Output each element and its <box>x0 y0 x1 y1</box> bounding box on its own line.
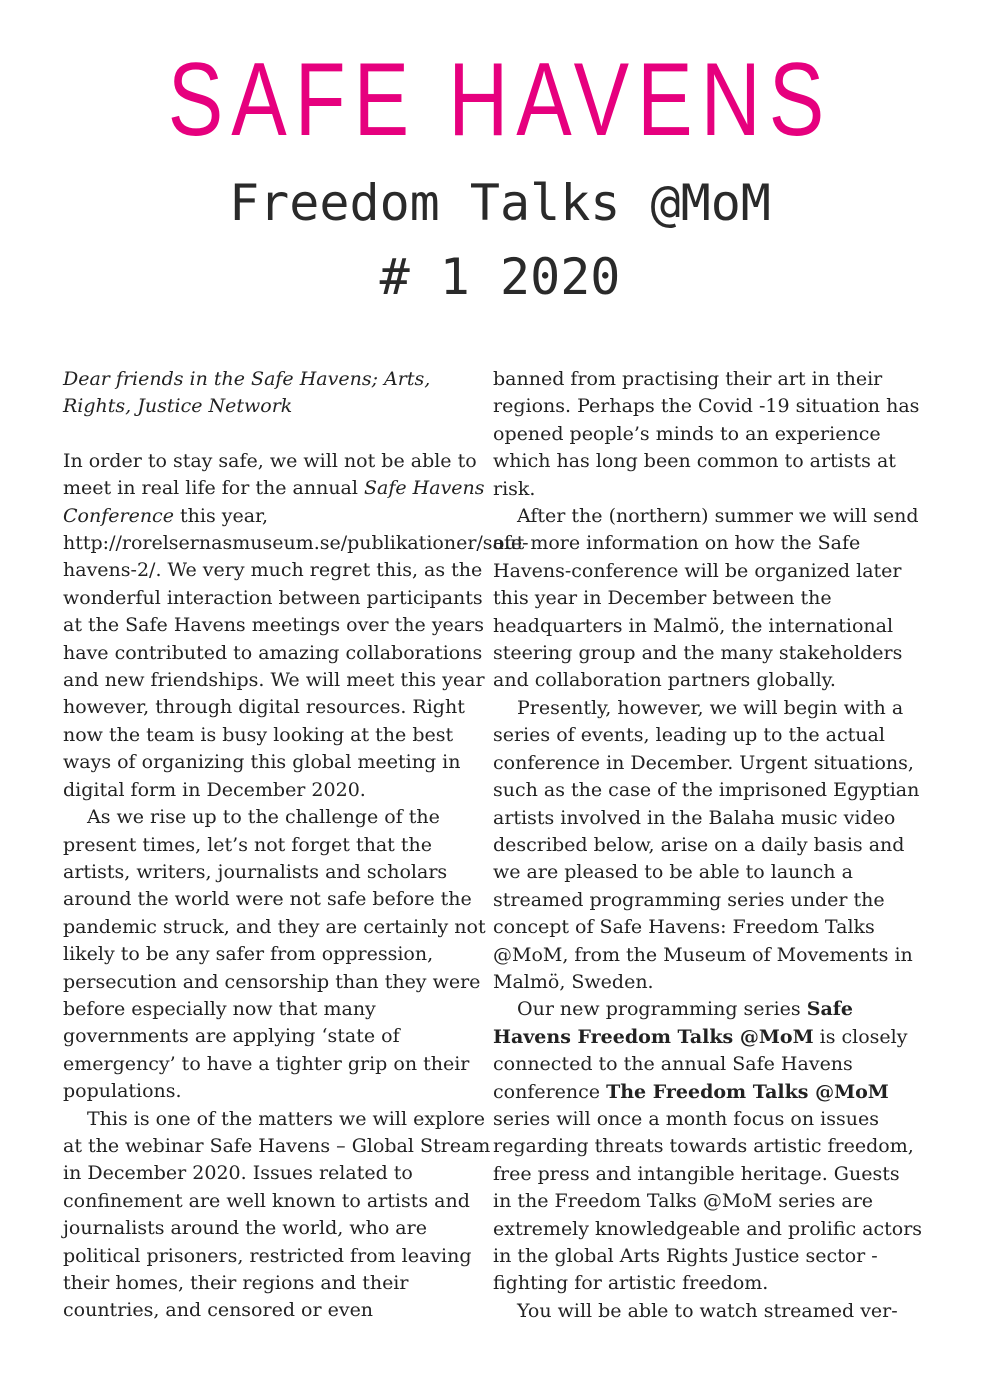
text-run: this year, http://rorelsernasmuseum.se/publikationer/safe-havens-2/. We very much regret this, as the wonderful interaction between participants at the Safe Havens meetings over the years have contributed to amazing collaborations and new friendships. We will meet this year however, through digital resources. Right now the team is busy looking at the best ways of organizing this global meeting in digital form in December 2020. <box>63 504 529 801</box>
left-column <box>63 366 529 1325</box>
masthead <box>0 40 1000 314</box>
salutation: Dear friends in the Safe Havens; Arts, Rights, Justice Network <box>63 368 431 418</box>
conference-name: Safe Havens Conference <box>63 477 485 527</box>
series-name: The Freedom Talks @MoM <box>606 1080 889 1103</box>
paragraph: As we rise up to the challenge of the present times, let’s not forget that the artists, writers, journalists and scholars around the world were not safe before the pandemic struck, and they are certainly not likely to be any safer from oppression, persecution and censorship than they were before especially now that many governments are applying ‘state of emergency’ to have a tighter grip on their populations. <box>63 806 486 1103</box>
right-column <box>493 366 923 1325</box>
text-run: series will once a month focus on issues regarding threats towards artistic freedom, free press and intangible heritage. Guests in the Freedom Talks @MoM series are extremely knowledgeable and prolific actors in the global Arts Rights Justice sector - fighting for artistic freedom. <box>493 1107 923 1295</box>
text-run: Our new programming series <box>517 998 807 1021</box>
paragraph: Presently, however, we will begin with a series of events, leading up to the actual conference in December. Urgent situations, such as the case of the imprisoned Egyptian artists involved in the Balaha music video described below, arise on a daily basis and we are pleased to be able to launch a streamed programming series under the concept of Safe Havens: Freedom Talks @MoM, from the Museum of Movements in Malmö, Sweden. <box>493 696 920 993</box>
text-run: is closely connected to the annual Safe Havens conference <box>493 1025 908 1103</box>
paragraph: banned from practising their art in their regions. Perhaps the Covid -19 situation has opened people’s minds to an experience which has long been common to artists at risk. <box>493 368 920 500</box>
paragraph: You will be able to watch streamed ver- <box>517 1299 898 1322</box>
paragraph <box>63 448 529 804</box>
issue-number: # 1 2020 <box>379 248 621 306</box>
paragraph <box>493 996 923 1297</box>
brand-title: SAFE HAVENS <box>167 42 833 158</box>
page-subtitle: Freedom Talks @MoM <box>229 174 771 232</box>
text-run: In order to stay safe, we will not be able to meet in real life for the annual <box>63 449 477 500</box>
paragraph: After the (northern) summer we will send out more information on how the Safe Havens-conference will be organized later this year in December between the headquarters in Malmö, the international steering group and the many stakeholders and collaboration partners globally. <box>493 505 919 692</box>
paragraph: This is one of the matters we will explore at the webinar Safe Havens – Global Stream in December 2020. Issues related to confinement are well known to artists and journalists around the world, who are political prisoners, restricted from leaving their homes, their regions and their countries, and censored or even <box>63 1107 491 1322</box>
series-name: Safe Havens Freedom Talks @MoM <box>493 998 854 1048</box>
